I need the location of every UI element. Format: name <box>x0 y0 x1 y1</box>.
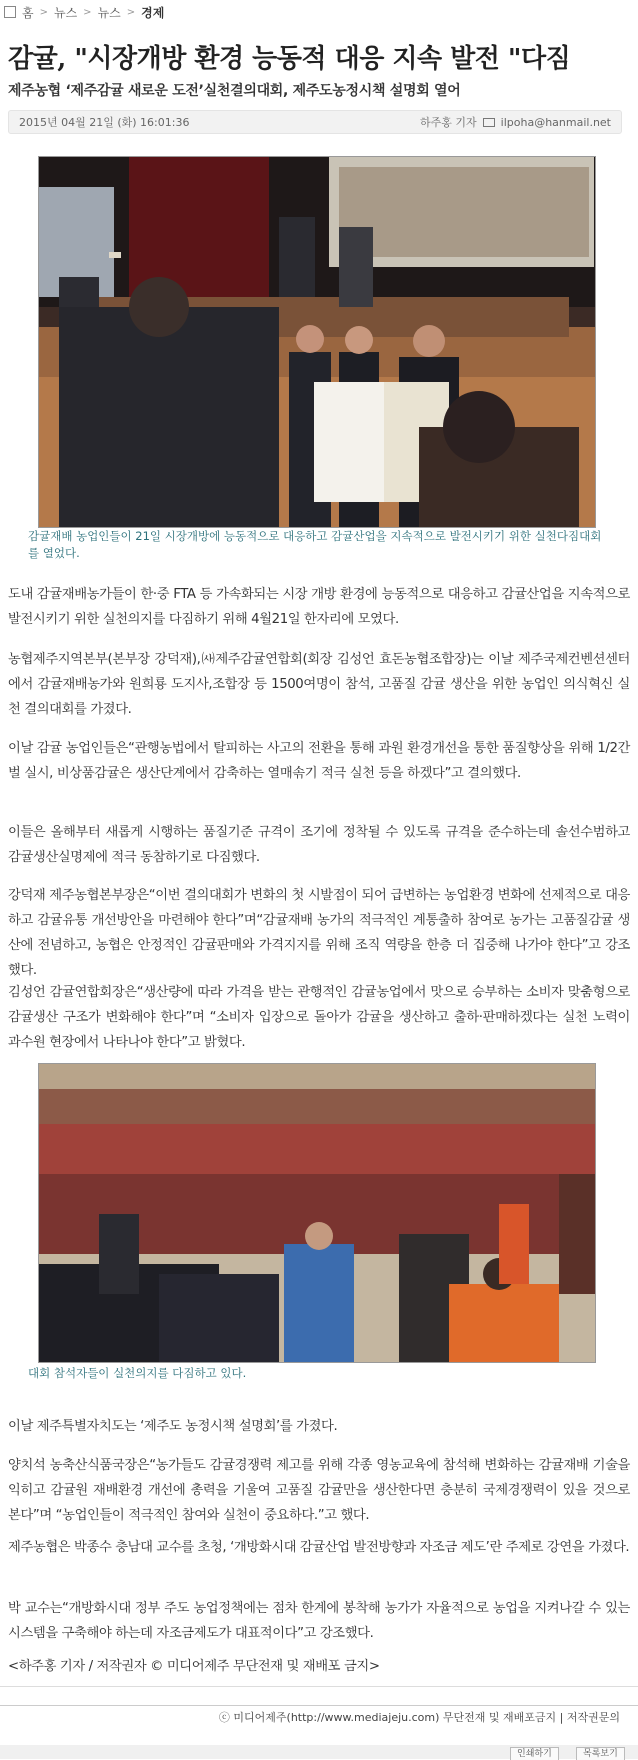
breadcrumb-section[interactable]: 뉴스 <box>53 5 78 20</box>
print-button[interactable]: 인쇄하기 <box>510 1747 559 1760</box>
article-photo-crowd <box>38 1063 596 1363</box>
copyright-footer <box>0 1705 638 1727</box>
body-paragraph-6: 김성언 감귤연합회장은“생산량에 따라 가격을 받는 관행적인 감귤농업에서 맛으로 승부하는 소비자 맞춤형으로 감귤생산 구조가 변화해야 한다”며 “소비자 입장으로 돌아가 감귤을 생산하고 출하·판매하겠다는 실천 노력이 과수원 현장에서 나타나야 한다”고 밝혔다. <box>8 985 630 1050</box>
body-paragraph-7: 이날 제주특별자치도는 ‘제주도 농정시책 설명회’를 가졌다. <box>8 1419 338 1434</box>
body-paragraph-3: 이날 감귤 농업인들은“관행농법에서 탈피하는 사고의 전환을 통해 과원 환경개선을 통한 품질향상을 위해 1/2간벌 실시, 비상품감귤은 생산단계에서 감축하는 열매솎기 적극 실천 등을 하겠다”고 결의했다. <box>8 741 630 781</box>
mail-icon <box>483 118 495 127</box>
article-title: 감귤, "시장개방 환경 능동적 대응 지속 발전 "다짐 <box>8 44 571 74</box>
breadcrumb-current[interactable]: 경제 <box>141 5 165 20</box>
list-button[interactable]: 목록보기 <box>576 1747 625 1760</box>
author-email[interactable]: ilpoha@hanmail.net <box>500 115 611 129</box>
body-paragraph-1: 도내 감귤재배농가들이 한·중 FTA 등 가속화되는 시장 개방 환경에 능동적으로 대응하고 감귤산업을 지속적으로 발전시키기 위한 실천의지를 다짐하기 위해 4월21일 한자리에 모였다. <box>8 587 630 627</box>
article-credit: <하주홍 기자 / 저작권자 © 미디어제주 무단전재 및 재배포 금지> <box>8 1659 380 1674</box>
breadcrumb <box>4 2 164 22</box>
chevron-right-icon: > <box>39 6 48 18</box>
article-photo-ceremony <box>38 156 596 528</box>
photo-caption-2: 대회 참석자들이 실천의지를 다짐하고 있다. <box>28 1366 247 1380</box>
divider <box>0 1686 638 1687</box>
chevron-right-icon: > <box>126 6 136 18</box>
breadcrumb-home[interactable]: 홈 <box>22 5 34 20</box>
body-paragraph-10: 박 교수는“개방화시대 정부 주도 농업정책에는 점차 한계에 봉착해 농가가 자율적으로 농업을 지켜나갈 수 있는 시스템을 구축해야 하는데 자조금제도가 대표적이다”고 강조했다. <box>8 1601 630 1641</box>
article-author: 하주홍 기자 <box>420 116 477 129</box>
chevron-right-icon: > <box>83 6 92 18</box>
breadcrumb-sub[interactable]: 뉴스 <box>97 5 121 20</box>
body-paragraph-8: 양치석 농축산식품국장은“농가들도 감귤경쟁력 제고를 위해 각종 영농교육에 참석해 변화하는 감귤재배 기술을 익히고 감귤원 재배환경 개선에 총력을 기울여 고품질 감귤만을 생산한다면 충분히 국제경쟁력이 있을 것으로 본다”며 “농업인들이 적극적인 참여와 실천이 중요하다.”고 했다. <box>8 1458 630 1523</box>
copyright-text: ⓒ 미디어제주(http://www.mediajeju.com) 무단전재 및 재배포금지 | 저작권문의 <box>218 1710 620 1724</box>
photo-caption-1: 감귤재배 농업인들이 21일 시장개방에 능동적으로 대응하고 감귤산업을 지속적으로 발전시키기 위한 실천다짐대회를 열었다. <box>28 529 602 560</box>
article-subtitle: 제주농협 ‘제주감귤 새로운 도전’실천결의대회, 제주도농정시책 설명회 열어 <box>8 83 461 99</box>
body-paragraph-4: 이들은 올해부터 새롭게 시행하는 품질기준 규격이 조기에 정착될 수 있도록 규격을 준수하는데 솔선수범하고 감귤생산실명제에 적극 동참하기로 다짐했다. <box>8 825 630 865</box>
body-paragraph-9: 제주농협은 박종수 충남대 교수를 초청, ‘개방화시대 감귤산업 발전방향과 자조금 제도’란 주제로 강연을 가졌다. <box>8 1540 630 1555</box>
body-paragraph-5: 강덕재 제주농협본부장은“이번 결의대회가 변화의 첫 시발점이 되어 급변하는 농업환경 변화에 선제적으로 대응하고 감귤유통 개선방안을 마련해야 한다”며“감귤재배 농가의 적극적인 계통출하 참여로 농가는 고품질감귤 생산에 전념하고, 농협은 안정적인 감귤판매와 가격지지를 위해 조직 역량을 한층 더 집중해 나가야 한다”고 강조했다. <box>8 888 630 978</box>
home-icon[interactable] <box>4 6 16 18</box>
body-paragraph-2: 농협제주지역본부(본부장 강덕재),㈔제주감귤연합회(회장 김성언 효돈농협조합장)는 이날 제주국제컨벤션센터에서 감귤재배농가와 원희룡 도지사,조합장 등 1500여명이 참석, 고품질 감귤 생산을 위한 농업인 의식혁신 실천 결의대회를 가졌다. <box>8 652 630 717</box>
article-date: 2015년 04월 21일 (화) 16:01:36 <box>19 116 190 129</box>
article-info-bar <box>8 110 622 134</box>
